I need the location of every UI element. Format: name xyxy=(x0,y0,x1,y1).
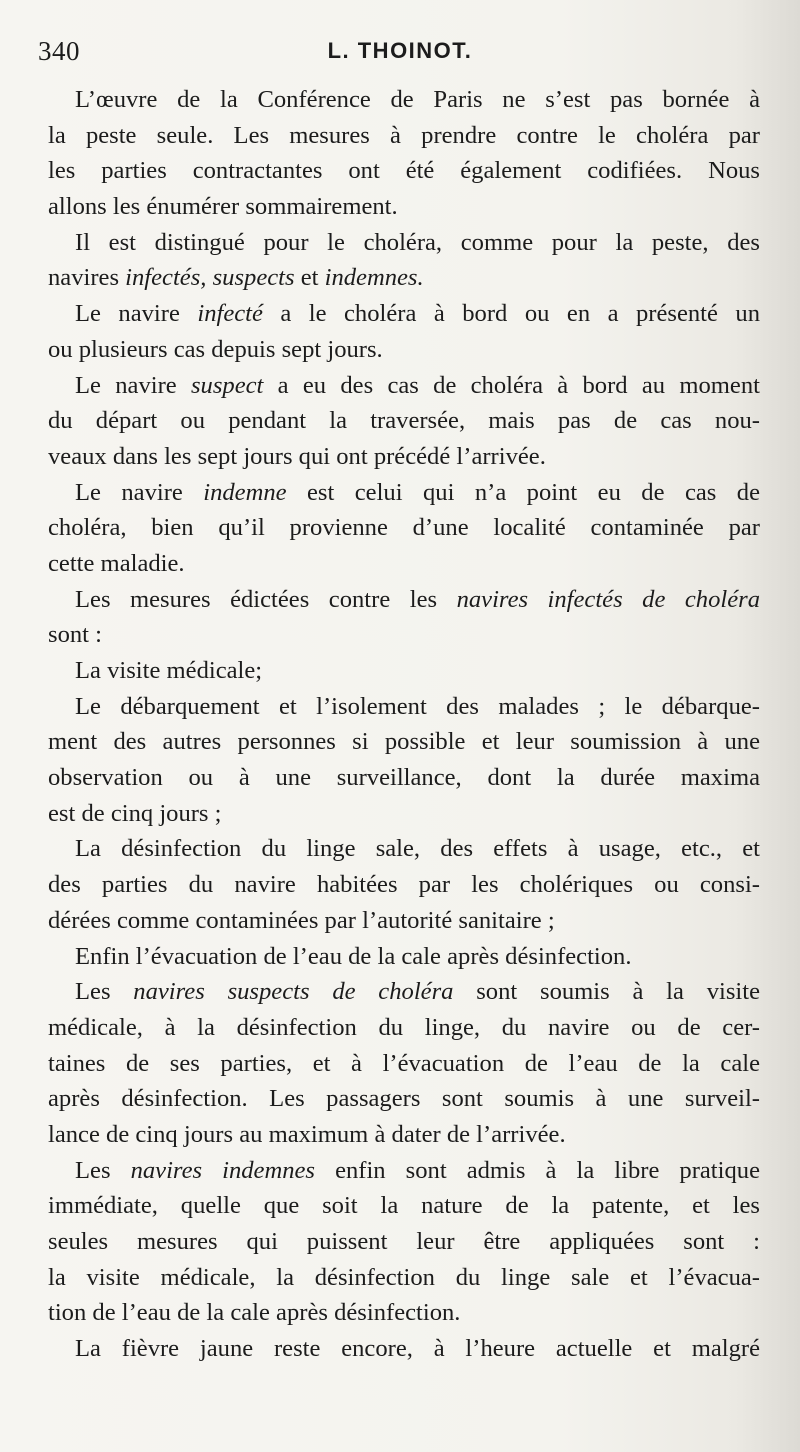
text-line: Les navires indemnes enfin sont admis à la libre pratique xyxy=(75,1156,760,1184)
text-line: choléra, bien qu’il provienne d’une localité contaminée par xyxy=(48,514,760,542)
text-line: Le débarquement et l’isolement des malades ; le débarque- xyxy=(75,692,760,720)
text-line: Le navire indemne est celui qui n’a point eu de cas de xyxy=(75,478,760,506)
page-number: 340 xyxy=(38,36,80,66)
text-line: lance de cinq jours au maximum à dater de l’arrivée. xyxy=(48,1120,566,1148)
text-line: La visite médicale; xyxy=(75,657,263,684)
text-line: veaux dans les sept jours qui ont précédé l’arrivée. xyxy=(48,442,546,470)
text-line: dérées comme contaminées par l’autorité sanitaire ; xyxy=(48,906,555,934)
text-line: du départ ou pendant la traversée, mais pas de cas nou- xyxy=(48,407,760,435)
text-line: Il est distingué pour le choléra, comme pour la peste, des xyxy=(75,228,760,256)
text-line: navires infectés, suspects et indemnes. xyxy=(48,264,424,292)
text-line: immédiate, quelle que soit la nature de la patente, et les xyxy=(48,1192,760,1220)
text-line: des parties du navire habitées par les cholériques ou consi- xyxy=(48,871,760,899)
running-head: L. THOINOT. xyxy=(327,38,473,63)
body-text xyxy=(48,82,760,1367)
text-line: Les mesures édictées contre les navires infectés de choléra xyxy=(75,585,760,613)
text-line: taines de ses parties, et à l’évacuation de l’eau de la cale xyxy=(48,1049,760,1077)
text-line: observation ou à une surveillance, dont la durée maxima xyxy=(48,764,760,792)
text-line: sont : xyxy=(48,621,102,649)
text-line: médicale, à la désinfection du linge, du navire ou de cer- xyxy=(48,1013,760,1041)
text-line: après désinfection. Les passagers sont soumis à une surveil- xyxy=(48,1085,760,1113)
text-line: Le navire infecté a le choléra à bord ou en a présenté un xyxy=(75,300,761,328)
text-line: allons les énumérer sommairement. xyxy=(48,193,398,221)
text-line: tion de l’eau de la cale après désinfection. xyxy=(48,1299,461,1327)
text-line: Les navires suspects de choléra sont soumis à la visite xyxy=(75,978,760,1006)
text-line: cette maladie. xyxy=(48,549,185,577)
text-line: ment des autres personnes si possible et leur soumission à une xyxy=(48,728,760,756)
text-line: L’œuvre de la Conférence de Paris ne s’est pas bornée à xyxy=(75,86,760,113)
text-line: La désinfection du linge sale, des effets à usage, etc., et xyxy=(75,835,760,863)
text-line: seules mesures qui puissent leur être appliquées sont : xyxy=(48,1228,760,1255)
text-line: Enfin l’évacuation de l’eau de la cale après désinfection. xyxy=(75,942,632,970)
text-line: est de cinq jours ; xyxy=(48,799,222,827)
text-line: la peste seule. Les mesures à prendre contre le choléra par xyxy=(48,121,760,149)
text-line: la visite médicale, la désinfection du linge sale et l’évacua- xyxy=(48,1263,760,1291)
text-line: ou plusieurs cas depuis sept jours. xyxy=(48,335,383,363)
text-line: Le navire suspect a eu des cas de choléra à bord au moment xyxy=(75,371,760,399)
page-header xyxy=(38,36,768,76)
text-line: La fièvre jaune reste encore, à l’heure actuelle et malgré xyxy=(75,1335,760,1363)
text-line: les parties contractantes ont été également codifiées. Nous xyxy=(48,157,760,185)
